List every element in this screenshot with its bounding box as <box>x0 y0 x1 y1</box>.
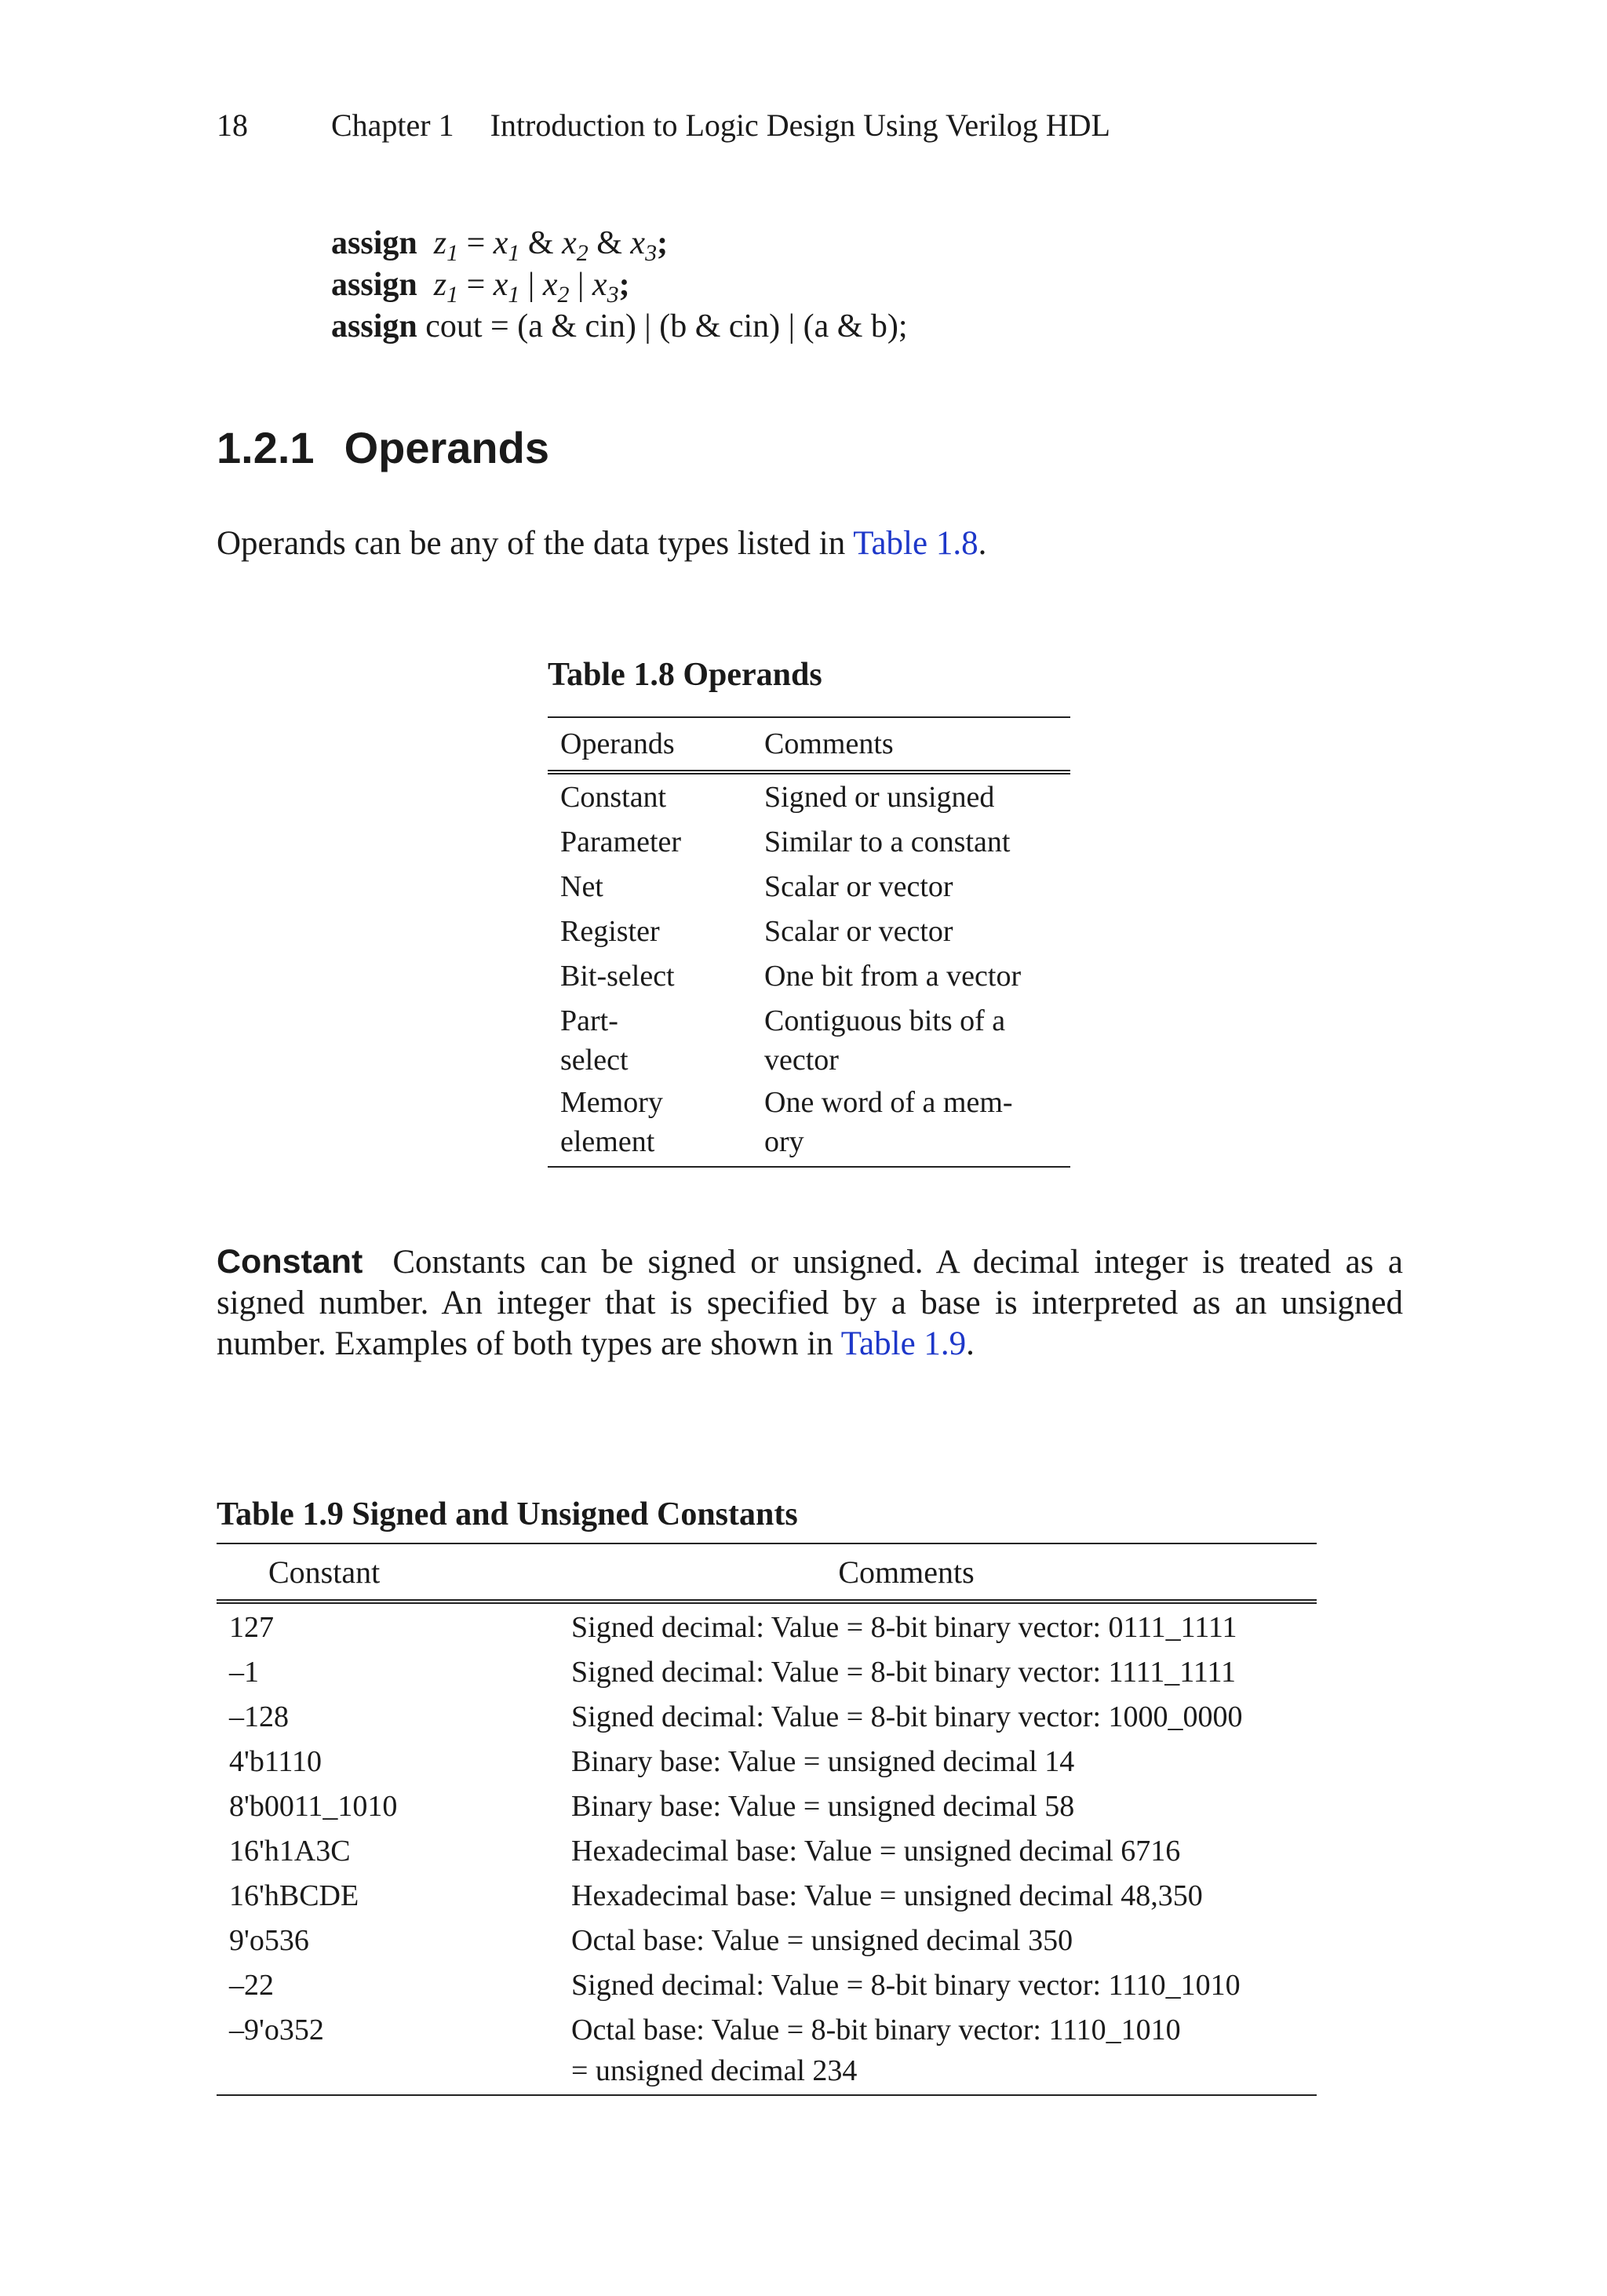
section-title: Operands <box>344 423 549 472</box>
cell-comment: One bit from a vector <box>764 960 1022 993</box>
cell-operand: Constant <box>560 781 667 814</box>
var-x2: $x_2$ <box>542 267 570 308</box>
keyword: assign <box>331 308 417 344</box>
table-row <box>217 1607 1317 1652</box>
cell-comment: Binary base: Value = unsigned decimal 58 <box>571 1790 1075 1823</box>
cell-operand: Register <box>560 915 660 948</box>
table-row <box>548 1083 1070 1164</box>
column-header: Comments <box>764 727 894 760</box>
table-header-row <box>217 1544 1317 1604</box>
var-x2: $x_2$ <box>562 225 589 266</box>
table-row <box>217 1965 1317 2010</box>
table-row <box>548 1001 1070 1083</box>
table-body <box>548 774 1070 1166</box>
equals-sign: = <box>458 225 494 261</box>
intro-paragraph <box>217 524 986 563</box>
period: . <box>966 1325 975 1362</box>
cell-operand: Memory element <box>560 1086 663 1158</box>
cell-comment: Binary base: Value = unsigned decimal 14 <box>571 1745 1075 1778</box>
cell-operand: Net <box>560 870 603 903</box>
cell-operand: Part- select <box>560 1004 629 1077</box>
paragraph-text: Operands can be any of the data types listed in <box>217 525 854 562</box>
table-row <box>217 1696 1317 1741</box>
cell-comment: Hexadecimal base: Value = unsigned decimal 6716 <box>571 1835 1181 1868</box>
code-text: cout = (a & cin) | (b & cin) | (a & b); <box>417 308 908 344</box>
table-row <box>217 1786 1317 1831</box>
column-header: Comments <box>838 1554 975 1590</box>
keyword: assign <box>331 225 417 261</box>
operator: & <box>519 225 563 261</box>
cell-constant: –9'o352 <box>229 2014 324 2046</box>
var-x3: $x_3$ <box>592 267 619 308</box>
book-title: Introduction to Logic Design Using Verilog HDL <box>490 108 1110 143</box>
page-number: 18 <box>217 108 248 143</box>
table-row <box>548 867 1070 912</box>
constant-paragraph <box>217 1241 1403 1365</box>
cell-comment: One word of a mem- ory <box>764 1086 1013 1158</box>
table-1-8-caption: Table 1.8 Operands <box>548 657 822 693</box>
cell-constant: 4'b1110 <box>229 1745 322 1778</box>
semicolon: ; <box>657 225 669 261</box>
table-row <box>217 2010 1317 2091</box>
section-number: 1.2.1 <box>217 423 315 472</box>
cell-constant: –1 <box>229 1656 259 1689</box>
code-line-3 <box>331 306 908 348</box>
table-row <box>548 778 1070 822</box>
cell-comment: Contiguous bits of a vector <box>764 1004 1006 1077</box>
section-heading <box>217 422 549 473</box>
cell-operand: Parameter <box>560 825 682 858</box>
operator: | <box>569 267 592 303</box>
table-body <box>217 1604 1317 2094</box>
run-in-heading: Constant <box>217 1243 363 1281</box>
cell-constant: –22 <box>229 1969 274 2002</box>
equals-sign: = <box>458 267 494 303</box>
cell-constant: 9'o536 <box>229 1924 309 1957</box>
column-header: Operands <box>560 727 675 760</box>
code-line-2 <box>331 264 908 306</box>
cell-comment: Octal base: Value = 8-bit binary vector: 1110_1010 = unsigned decimal 234 <box>571 2014 1181 2087</box>
cell-comment: Signed decimal: Value = 8-bit binary vector: 0111_1111 <box>571 1611 1237 1644</box>
table-row <box>217 1652 1317 1696</box>
code-line-1 <box>331 223 908 264</box>
keyword: assign <box>331 267 417 303</box>
cell-comment: Signed or unsigned <box>764 781 995 814</box>
var-z: $z_1$ <box>433 225 459 266</box>
cell-comment: Signed decimal: Value = 8-bit binary vector: 1111_1111 <box>571 1656 1237 1689</box>
cell-constant: 16'h1A3C <box>229 1835 351 1868</box>
cell-comment: Scalar or vector <box>764 870 953 903</box>
table-row <box>217 1920 1317 1965</box>
operator: & <box>588 225 631 261</box>
var-x3: $x_3$ <box>630 225 658 266</box>
cell-comment: Hexadecimal base: Value = unsigned decimal 48,350 <box>571 1879 1203 1912</box>
chapter-label: Chapter 1 <box>331 108 454 143</box>
cell-comment: Octal base: Value = unsigned decimal 350 <box>571 1924 1073 1957</box>
table-1-8-link[interactable]: Table 1.8 <box>853 525 978 562</box>
var-z: $z_1$ <box>433 267 459 308</box>
cell-comment: Scalar or vector <box>764 915 953 948</box>
table-1-9-caption: Table 1.9 Signed and Unsigned Constants <box>217 1496 798 1532</box>
operator: | <box>519 267 543 303</box>
column-header: Constant <box>268 1554 381 1590</box>
table-1-9-link[interactable]: Table 1.9 <box>840 1325 967 1362</box>
table-row <box>217 1831 1317 1875</box>
table-row <box>217 1875 1317 1920</box>
table-row <box>217 1741 1317 1786</box>
table-1-8 <box>548 716 1070 1168</box>
cell-comment: Similar to a constant <box>764 825 1011 858</box>
semicolon: ; <box>618 267 630 303</box>
code-block <box>331 223 908 348</box>
cell-comment: Signed decimal: Value = 8-bit binary vector: 1000_0000 <box>571 1700 1243 1733</box>
period: . <box>978 525 987 562</box>
table-row <box>548 822 1070 867</box>
cell-constant: 127 <box>229 1611 274 1644</box>
cell-operand: Bit-select <box>560 960 675 993</box>
cell-constant: 8'b0011_1010 <box>229 1790 398 1823</box>
table-1-9 <box>217 1543 1317 2096</box>
table-header-row <box>548 718 1070 774</box>
cell-comment: Signed decimal: Value = 8-bit binary vector: 1110_1010 <box>571 1969 1241 2002</box>
table-row <box>548 957 1070 1001</box>
var-x1: $x_1$ <box>493 225 520 266</box>
cell-constant: 16'hBCDE <box>229 1879 359 1912</box>
table-row <box>548 912 1070 957</box>
var-x1: $x_1$ <box>493 267 520 308</box>
cell-constant: –128 <box>229 1700 289 1733</box>
paragraph-text: Constants can be signed or unsigned. A decimal integer is treated as a signed number. An integer that is specified by a base is interpreted as an unsigned number. Examples of both types are shown in <box>217 1244 1403 1362</box>
page-header <box>217 107 1110 144</box>
